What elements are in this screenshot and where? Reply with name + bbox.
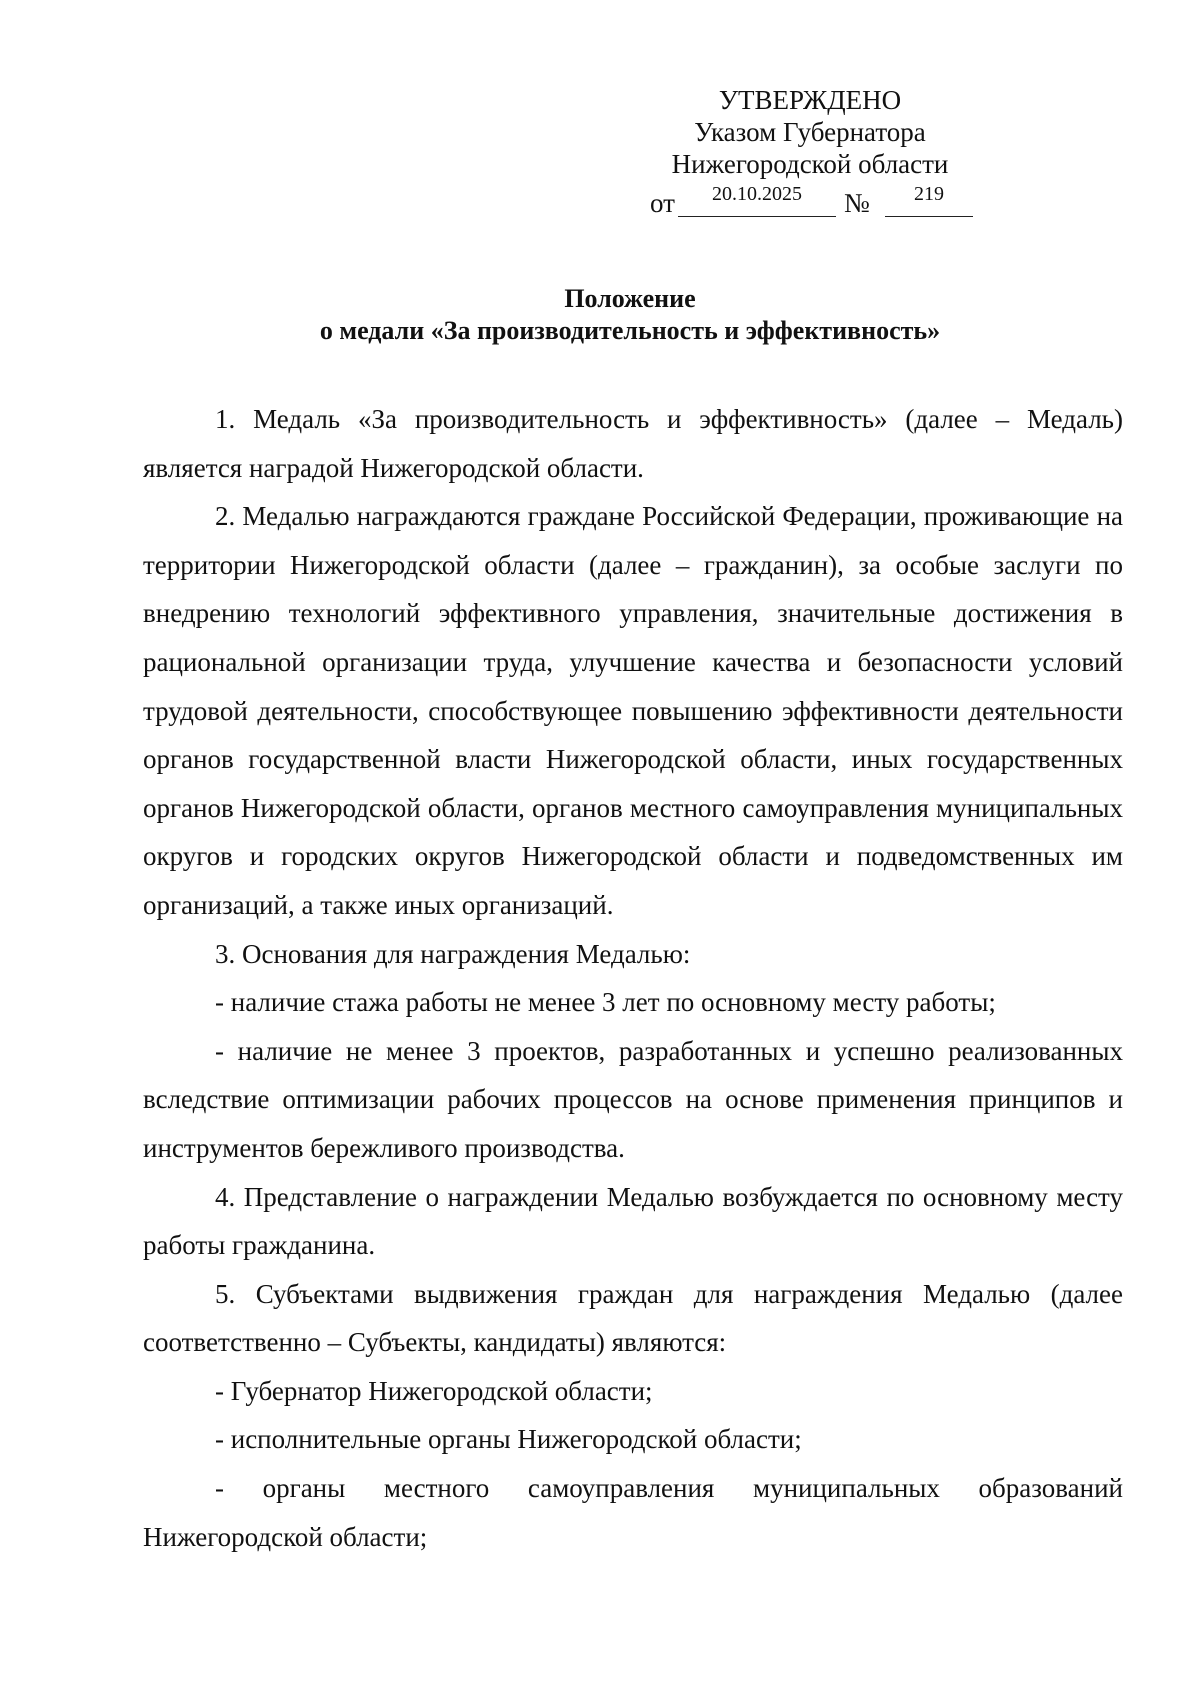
- paragraph-4: 4. Представление о награждении Медалью возбуждается по основному месту работы гражданина.: [143, 1181, 1123, 1261]
- number-label: №: [844, 188, 870, 218]
- approval-date: 20.10.2025: [678, 182, 836, 217]
- paragraph-3-item-2: - наличие не менее 3 проектов, разработанных и успешно реализованных вследствие оптимизации рабочих процессов на основе применения принципов и инструментов бережливого производства.: [143, 1035, 1123, 1163]
- approval-stamp-block: [600, 84, 1020, 180]
- approval-date-row: [650, 182, 970, 220]
- title-line-2: о медали «За производительность и эффективность»: [319, 316, 941, 345]
- paragraph-5: 5. Субъектами выдвижения граждан для награждения Медалью (далее соответственно – Субъекты, кандидаты) являются:: [143, 1278, 1123, 1358]
- document-title: [130, 283, 1130, 347]
- paragraph-2: 2. Медалью награждаются граждане Российской Федерации, проживающие на территории Нижегородской области (далее – гражданин), за особые заслуги по внедрению технологий эффективного управления, значительные достижения в рациональной организации труда, улучшение качества и безопасности условий трудовой деятельности, способствующее повышению эффективности деятельности органов государственной власти Нижегородской области, иных государственных органов Нижегородской области, органов местного самоуправления муниципальных округов и городских округов Нижегородской области и подведомственных им организаций, а также иных организаций.: [143, 501, 1123, 920]
- paragraph-5-item-2: - исполнительные органы Нижегородской области;: [215, 1424, 802, 1455]
- paragraph-3: 3. Основания для награждения Медалью:: [215, 938, 691, 969]
- approval-number: 219: [885, 182, 973, 217]
- approval-region-line: Нижегородской области: [671, 149, 949, 179]
- date-from-label: от: [650, 188, 675, 218]
- approval-heading: УТВЕРЖДЕНО: [718, 85, 902, 115]
- paragraph-5-item-3: - органы местного самоуправления муниципальных образований Нижегородской области;: [143, 1473, 1123, 1552]
- paragraph-1: 1. Медаль «За производительность и эффективность» (далее – Медаль) является наградой Нижегородской области.: [143, 404, 1123, 483]
- paragraph-3-item-1: - наличие стажа работы не менее 3 лет по основному месту работы;: [215, 987, 996, 1018]
- document-body: [143, 395, 1123, 1561]
- title-line-1: Положение: [564, 284, 696, 313]
- paragraph-5-item-1: - Губернатор Нижегородской области;: [215, 1375, 653, 1406]
- approval-decree-line: Указом Губернатора: [694, 117, 926, 147]
